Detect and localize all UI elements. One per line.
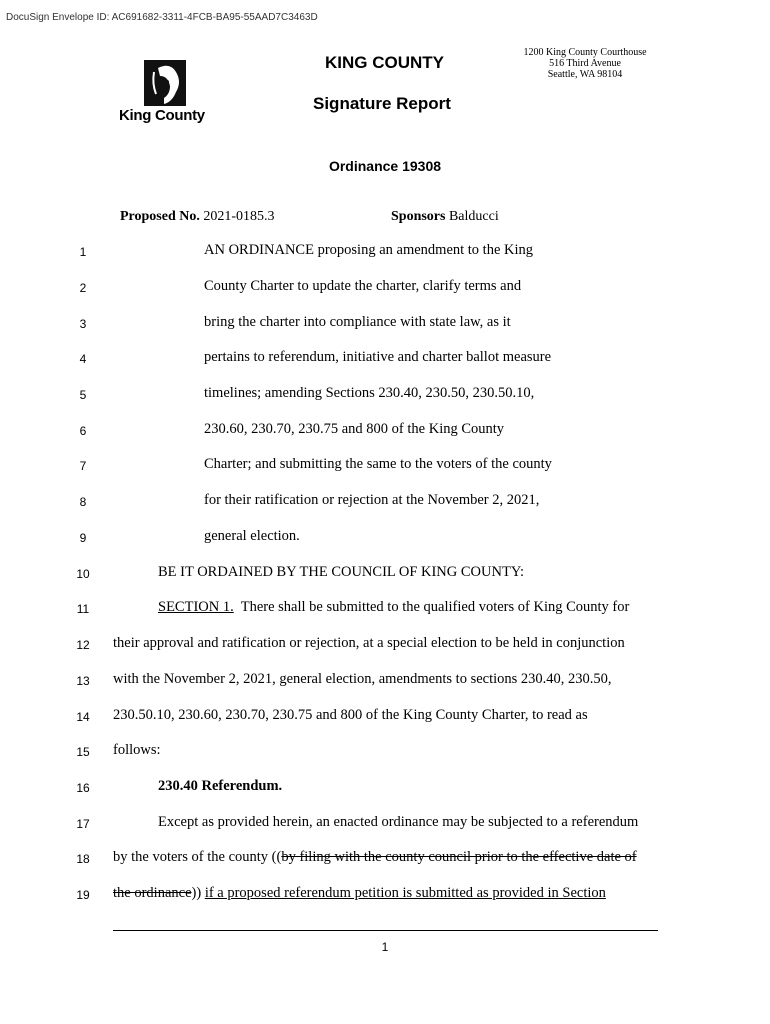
courthouse-address — [500, 47, 670, 80]
text-line: follows: — [113, 742, 161, 758]
text-line: AN ORDINANCE proposing an amendment to the King — [204, 242, 534, 258]
text-line — [113, 849, 637, 866]
text-line: pertains to referendum, initiative and charter ballot measure — [204, 349, 552, 365]
struck-text: the ordinance — [113, 885, 192, 901]
text-line: general election. — [204, 528, 300, 544]
line-number: 8 — [79, 495, 87, 509]
proposed-value: 2021-0185.3 — [203, 209, 275, 224]
line-number: 16 — [76, 781, 90, 795]
sponsors-value: Balducci — [448, 209, 499, 224]
text-line: with the November 2, 2021, general election, amendments to sections 230.40, 230.50, — [113, 671, 612, 687]
enacting-clause: BE IT ORDAINED BY THE COUNCIL OF KING COUNTY: — [158, 564, 524, 580]
footer-rule — [113, 930, 658, 931]
text-line: for their ratification or rejection at the November 2, 2021, — [204, 492, 540, 508]
text-line — [158, 599, 629, 616]
added-text: if a proposed referendum petition is submitted as provided in Section — [204, 885, 606, 901]
text-line: Except as provided herein, an enacted ordinance may be subjected to a referendum — [158, 814, 639, 830]
line-number: 18 — [76, 852, 90, 866]
line-number: 1 — [79, 245, 87, 259]
text-line: timelines; amending Sections 230.40, 230.50, 230.50.10, — [204, 385, 535, 401]
address-line: 1200 King County Courthouse — [523, 47, 647, 58]
sponsors-label: Sponsors — [391, 209, 446, 224]
text-line: 230.50.10, 230.60, 230.70, 230.75 and 800 of the King County Charter, to read as — [113, 707, 588, 723]
section-text: There shall be submitted to the qualified voters of King County for — [240, 599, 630, 615]
line-number: 10 — [76, 567, 90, 581]
plain-text: )) — [191, 885, 202, 901]
line-number: 14 — [76, 710, 90, 724]
county-title: KING COUNTY — [325, 53, 444, 72]
text-line: 230.60, 230.70, 230.75 and 800 of the King County — [204, 421, 505, 437]
text-line: County Charter to update the charter, clarify terms and — [204, 278, 522, 294]
text-line: Charter; and submitting the same to the voters of the county — [204, 456, 552, 472]
line-number: 11 — [76, 602, 90, 616]
ordinance-title: Ordinance 19308 — [328, 158, 442, 174]
section-heading: SECTION 1. — [158, 599, 234, 615]
section-title: 230.40 Referendum. — [158, 778, 283, 794]
line-number: 19 — [76, 888, 90, 902]
address-line: Seattle, WA 98104 — [547, 69, 623, 80]
line-number: 13 — [76, 674, 90, 688]
line-number: 2 — [79, 281, 87, 295]
text-line — [113, 885, 606, 902]
proposed-label: Proposed No. — [120, 209, 200, 224]
plain-text: by the voters of the county (( — [113, 849, 282, 865]
line-number: 17 — [76, 817, 90, 831]
line-number: 7 — [79, 459, 87, 473]
report-title: Signature Report — [313, 94, 451, 113]
line-number: 9 — [79, 531, 87, 545]
line-number: 12 — [76, 638, 90, 652]
docusign-envelope-id: DocuSign Envelope ID: AC691682-3311-4FCB-BA95-55AAD7C3463D — [6, 12, 318, 23]
text-line: their approval and ratification or rejection, at a special election to be held in conjunction — [113, 635, 625, 651]
address-line: 516 Third Avenue — [549, 58, 621, 69]
line-number: 6 — [79, 424, 87, 438]
line-number: 5 — [79, 388, 87, 402]
logo-wordmark: King County — [119, 107, 205, 124]
proposed-number — [120, 209, 275, 225]
sponsors — [391, 209, 499, 225]
line-number: 3 — [79, 317, 87, 331]
line-number: 15 — [76, 745, 90, 759]
page-number: 1 — [381, 940, 389, 954]
line-number: 4 — [79, 352, 87, 366]
struck-text: by filing with the county council prior to the effective date of — [281, 849, 637, 865]
text-line: bring the charter into compliance with state law, as it — [204, 314, 511, 330]
